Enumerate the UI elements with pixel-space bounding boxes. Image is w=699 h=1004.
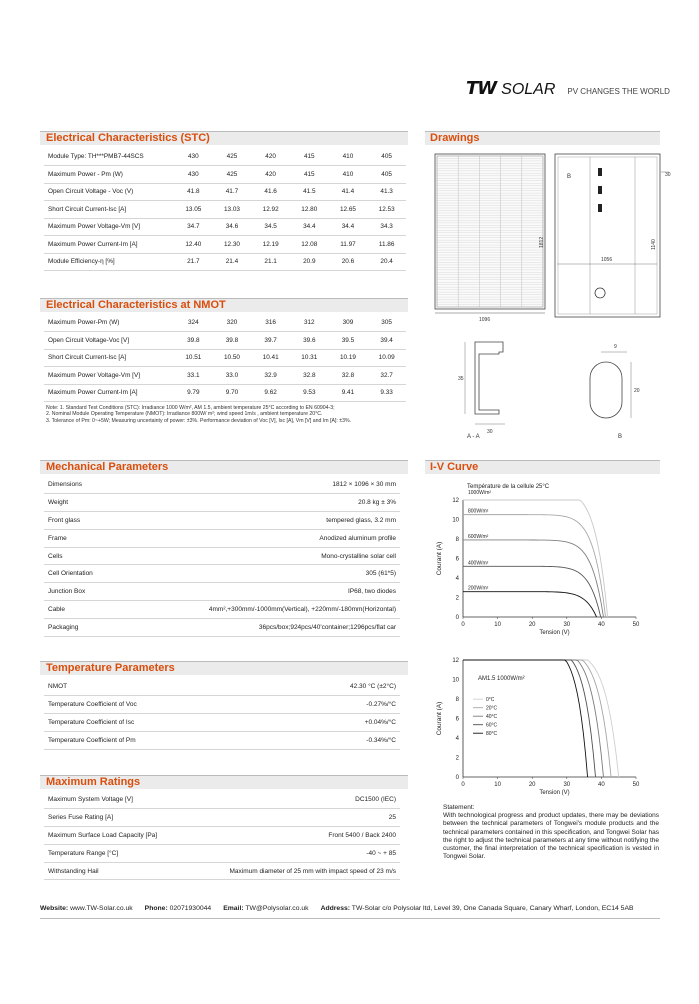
legend-label: 20°C [486,705,498,712]
row-value: 42.30 °C (±2°C) [273,678,401,696]
table-row [44,384,406,402]
ratings-table [44,791,400,880]
drawings-title: Drawings [430,132,480,144]
row-label: Module Type: TH***PMB7-44SCS [44,148,174,166]
mechanical-table [44,476,400,637]
cell-value: 13.03 [213,201,252,219]
cell-value: 41.3 [367,183,406,201]
brand-logo [466,78,670,99]
table-row [44,148,406,166]
table-row [44,166,406,184]
website-link[interactable]: www.TW-Solar.co.uk [70,905,133,912]
cell-value: 41.8 [174,183,213,201]
cell-value: 21.1 [251,253,290,271]
dim-section-30: 30 [487,429,493,435]
row-value: 4mm²,+300mm/-1000mm(Vertical), +220mm/-180mm(Horizontal) [120,601,400,619]
row-value: -0.34%/°C [273,731,401,749]
series-line [463,500,608,617]
dim-30: 30 [665,172,671,178]
legend-label: 80°C [486,731,498,737]
logo-solar: SOLAR [501,81,556,98]
x-tick-label: 50 [632,782,640,788]
cell-value: 420 [251,148,290,166]
y-tick-label: 2 [455,595,459,602]
chart-title: AM1.5 1000W/m² [478,676,525,682]
section-b-label: B [618,434,623,438]
row-label: Short Circuit Current-Isc [A] [44,349,174,367]
row-value: -0.27%/°C [273,696,401,714]
y-tick-label: 8 [455,697,459,703]
cell-value: 420 [251,166,290,184]
legend-label: 40°C [486,714,498,720]
cell-value: 9.62 [251,384,290,402]
ratings-title: Maximum Ratings [46,776,141,788]
legend-label: 60°C [486,722,498,729]
table-row [44,618,400,636]
panel-front-frame [435,154,545,309]
table-row [44,547,400,565]
cell-value: 430 [174,166,213,184]
row-label: Dimensions [44,476,120,494]
iv-chart-irradiance [425,478,665,643]
row-value: IP68, two diodes [120,583,400,601]
row-label: Maximum System Voltage [V] [44,791,187,809]
dim-1056: 1056 [601,257,613,263]
cell-value: 10.19 [329,349,368,367]
section-aa-label: A - A [467,434,480,438]
cell-value: 316 [251,314,290,332]
y-tick-label: 6 [455,556,459,563]
drawings-svg [425,148,675,438]
section-aa-drawing [465,342,505,424]
tagline: PV CHANGES THE WORLD [567,87,670,96]
cell-value: 309 [329,314,368,332]
row-label: Cells [44,547,120,565]
y-axis-label: Courant (A) [436,701,443,736]
y-tick-label: 4 [455,576,459,582]
table-row [44,565,400,583]
cell-value: 20.9 [290,253,329,271]
table-row [44,349,406,367]
temp-title: Temperature Parameters [46,662,175,674]
cell-value: 312 [290,314,329,332]
cell-value: 9.53 [290,384,329,402]
series-line [463,592,597,617]
panel-front-drawing [435,154,545,309]
table-row [44,367,406,385]
row-label: Junction Box [44,583,120,601]
y-tick-label: 12 [452,498,459,504]
footer-email [223,905,308,912]
series-label: 800W/m² [468,508,489,515]
table-row [44,218,406,236]
email-link[interactable]: TW@Polysolar.co.uk [245,905,309,912]
cell-value: 405 [367,166,406,184]
row-label: Temperature Coefficient of Voc [44,696,273,714]
row-label: Cell Orientation [44,565,120,583]
y-tick-label: 2 [455,755,459,762]
table-row [44,253,406,271]
table-row [44,714,400,732]
nmot-table [44,314,406,402]
row-label: Maximum Power Current-Im [A] [44,236,174,254]
mounting-hole-oval [590,362,622,418]
table-row [44,494,400,512]
label-b: B [567,174,572,180]
table-row [44,809,400,827]
cell-value: 32.8 [329,367,368,385]
stc-title: Electrical Characteristics (STC) [46,132,210,144]
table-row [44,476,400,494]
cell-value: 425 [213,166,252,184]
phone-label: Phone: [144,905,168,912]
cell-value: 305 [367,314,406,332]
row-label: Maximum Power Voltage-Vm [V] [44,367,174,385]
note-2: 2. Nominal Module Operating Temperature (NMOT): Irradiance 800W/ m²; wind speed 1m/s , ambient temperature 20°C. [46,411,323,418]
x-tick-label: 30 [563,782,571,788]
section-frame-profile [475,342,503,414]
dim-1812: 1812 [539,236,545,248]
cell-value: 10.31 [290,349,329,367]
row-label: Cable [44,601,120,619]
table-row [44,236,406,254]
cell-value: 410 [329,148,368,166]
cell-value: 410 [329,166,368,184]
row-label: Maximum Power Current-Im [A] [44,384,174,402]
table-row [44,827,400,845]
x-tick-label: 20 [528,782,536,788]
row-label: Front glass [44,512,120,530]
iv-chart-temperature [425,652,665,797]
y-tick-label: 0 [455,775,459,781]
cell-value: 10.50 [213,349,252,367]
cell-value: 12.40 [174,236,213,254]
statement [443,804,659,861]
table-row [44,183,406,201]
cell-value: 12.53 [367,201,406,219]
cell-value: 405 [367,148,406,166]
cell-value: 10.51 [174,349,213,367]
cell-value: 12.80 [290,201,329,219]
statement-body: With technological progress and product updates, there may be deviations between the technical parameters of Tongwei's module products and the technical parameters contained in this specification, and Tongwei Solar has the right to adjust the technical parameters at any time without notifying the customer, the final interpretation of the technical specification is vested in Tongwei Solar. [443,812,659,861]
x-tick-label: 50 [632,622,640,628]
row-value: Maximum diameter of 25 mm with impact speed of 23 m/s [187,862,400,880]
row-label: Series Fuse Rating [A] [44,809,187,827]
note-3: 3. Tolerance of Pm: 0~+5W; Measuring uncertainty of power: ±3%. Performance deviation of Voc [V], Isc [A], Vm [V] and Im [A]: ±3%. [46,417,352,424]
cell-value: 20.4 [367,253,406,271]
row-label: Open Circuit Voltage-Voc [V] [44,332,174,350]
cell-value: 33.0 [213,367,252,385]
table-row [44,862,400,880]
x-tick-label: 40 [598,622,605,628]
row-value: DC1500 (IEC) [187,791,400,809]
dim-1140: 1140 [651,239,657,250]
x-tick-label: 30 [563,622,571,628]
row-label: Open Circuit Voltage - Voc (V) [44,183,174,201]
cell-value: 9.41 [329,384,368,402]
cell-value: 39.7 [251,332,290,350]
x-tick-label: 0 [461,622,465,628]
cell-value: 21.4 [213,253,252,271]
row-value: Mono-crystalline solar cell [120,547,400,565]
cell-value: 39.8 [174,332,213,350]
row-value: Front 5400 / Back 2400 [187,827,400,845]
cell-value: 32.9 [251,367,290,385]
table-row [44,332,406,350]
cell-value: 41.5 [290,183,329,201]
cell-value: 13.05 [174,201,213,219]
row-label: Maximum Power Voltage-Vm [V] [44,218,174,236]
cell-value: 9.79 [174,384,213,402]
junction-box-2 [598,186,602,194]
row-label: Weight [44,494,120,512]
stc-table [44,148,406,271]
table-row [44,583,400,601]
cell-value: 39.4 [367,332,406,350]
row-label: NMOT [44,678,273,696]
row-value: 1812 × 1096 × 30 mm [120,476,400,494]
cell-value: 21.7 [174,253,213,271]
cell-value: 32.8 [290,367,329,385]
cell-value: 34.3 [367,218,406,236]
y-tick-label: 10 [452,677,459,684]
table-row [44,201,406,219]
cell-value: 320 [213,314,252,332]
dim-1096: 1096 [479,317,491,323]
x-axis-label: Tension (V) [539,790,570,796]
iv-title: I-V Curve [430,461,479,473]
cell-value: 324 [174,314,213,332]
cell-value: 34.4 [329,218,368,236]
table-row [44,791,400,809]
cell-value: 34.6 [213,218,252,236]
cell-value: 12.65 [329,201,368,219]
nmot-title: Electrical Characteristics at NMOT [46,299,226,311]
address-text: TW-Solar c/o Polysolar ltd, Level 39, One Canada Square, Canary Wharf, London, EC14 5AB [351,905,634,912]
junction-box-1 [598,168,602,176]
row-label: Maximum Power-Pm (W) [44,314,174,332]
cell-value: 9.70 [213,384,252,402]
footer-address [321,905,634,912]
table-row [44,678,400,696]
x-tick-label: 10 [494,782,501,788]
row-label: Maximum Surface Load Capacity [Pa] [44,827,187,845]
junction-box-3 [598,204,602,212]
row-value: 305 (61*5) [120,565,400,583]
table-row [44,696,400,714]
cell-value: 12.08 [290,236,329,254]
note-1: Note: 1. Standard Test Conditions (STC): Irradiance 1000 W/m², AM 1.5, ambient temperature 25°C according to EN 60904-3; [46,405,335,411]
cell-value: 39.8 [213,332,252,350]
row-label: Temperature Coefficient of Pm [44,731,273,749]
cell-value: 12.19 [251,236,290,254]
row-label: Frame [44,529,120,547]
row-value: +0.04%/°C [273,714,401,732]
dim-35: 35 [458,376,464,382]
row-label: Module Efficiency-η [%] [44,253,174,271]
cell-value: 34.5 [251,218,290,236]
x-tick-label: 0 [461,782,465,788]
cell-value: 41.6 [251,183,290,201]
x-tick-label: 40 [598,782,605,788]
cell-value: 9.33 [367,384,406,402]
row-label: Withstanding Hail [44,862,187,880]
table-row [44,529,400,547]
row-label: Maximum Power - Pm (W) [44,166,174,184]
footer [40,905,634,912]
row-value: 36pcs/box;924pcs/40'container;1296pcs/flat car [120,618,400,636]
row-label: Temperature Coefficient of Isc [44,714,273,732]
y-axis-label: Courant (A) [436,541,443,576]
y-tick-label: 6 [455,716,459,723]
y-tick-label: 12 [452,658,459,664]
table-row [44,314,406,332]
cell-value: 415 [290,148,329,166]
dim-9: 9 [614,344,617,350]
cell-value: 430 [174,148,213,166]
series-label: 400W/m² [468,560,489,567]
email-label: Email: [223,905,244,912]
series-label: 600W/m² [468,533,489,540]
table-row [44,512,400,530]
cell-value: 12.92 [251,201,290,219]
x-tick-label: 20 [528,622,536,628]
cell-value: 10.09 [367,349,406,367]
row-label: Packaging [44,618,120,636]
nmot-notes [46,405,416,424]
cell-value: 11.86 [367,236,406,254]
row-value: Anodized aluminum profile [120,529,400,547]
cell-value: 415 [290,166,329,184]
cell-value: 20.6 [329,253,368,271]
footer-divider [40,918,660,919]
row-value: -40 ~ + 85 [187,844,400,862]
dim-20: 20 [634,388,640,394]
series-label: 200W/m² [468,585,489,592]
cell-value: 11.97 [329,236,368,254]
cell-value: 41.7 [213,183,252,201]
series-label: 1000W/m² [468,490,492,496]
cell-value: 39.6 [290,332,329,350]
footer-phone [145,905,212,912]
phone-number[interactable]: 02071930044 [169,905,212,912]
cell-value: 425 [213,148,252,166]
cell-value: 10.41 [251,349,290,367]
y-tick-label: 4 [455,736,459,742]
y-tick-label: 8 [455,537,459,543]
cell-value: 33.1 [174,367,213,385]
row-value: 20.8 kg ± 3% [120,494,400,512]
website-label: Website: [40,905,69,912]
x-tick-label: 10 [494,622,501,628]
row-label: Short Circuit Current-Isc [A] [44,201,174,219]
cell-value: 12.30 [213,236,252,254]
row-label: Temperature Range [°C] [44,844,187,862]
table-row [44,731,400,749]
row-value: tempered glass, 3.2 mm [120,512,400,530]
legend-label: 0°C [486,697,495,703]
cell-value: 39.5 [329,332,368,350]
y-tick-label: 0 [455,615,459,621]
row-value: 25 [187,809,400,827]
x-axis-label: Tension (V) [539,630,570,636]
chart-title: Température de la cellule 25°C [467,484,550,490]
cell-value: 41.4 [329,183,368,201]
address-label: Address: [320,905,351,912]
logo-tw: TW [466,78,497,99]
cell-value: 32.7 [367,367,406,385]
table-row [44,844,400,862]
temperature-table [44,678,400,750]
cell-value: 34.4 [290,218,329,236]
statement-heading: Statement: [443,804,475,811]
footer-website [40,905,133,912]
table-row [44,601,400,619]
cell-value: 34.7 [174,218,213,236]
series-line [463,540,603,617]
y-tick-label: 10 [452,517,459,524]
mech-title: Mechanical Parameters [46,461,169,473]
